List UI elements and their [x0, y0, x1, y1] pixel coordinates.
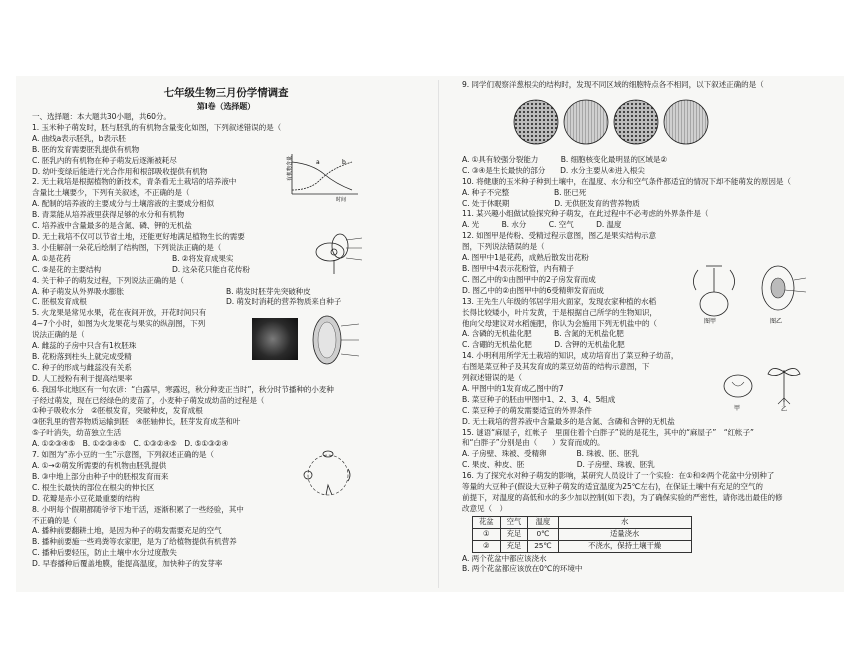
question-line: 9. 同学们观察洋葱根尖的结构时，发现不同区域的细胞特点各不相同，以下叙述正确的是（	[462, 80, 764, 89]
q1-label-b: b	[342, 159, 346, 166]
bean-lifecycle-figure	[296, 447, 360, 503]
question-line: 16. 为了探究水对种子萌发的影响，某研究人员设计了一个实验：在①和②两个花盆中分别种了	[462, 471, 775, 481]
q1-y-label: 有机物含量	[287, 155, 293, 181]
fruit-structure-figure	[752, 260, 808, 324]
question-line: C. ③④是生长最快的部分 D. 水分主要从④进入根尖	[462, 165, 645, 175]
question-line: C. 菜豆种子的萌发需要适宜的外界条件	[462, 405, 592, 415]
pollination-figure	[686, 260, 748, 324]
question-line: A. 子房壁、珠被、受精卵 B. 珠被、胚、胚乳	[462, 449, 639, 459]
question-line: A. ①具有较强分裂能力 B. 细胞核变化最明显的区域是②	[462, 154, 668, 164]
question-line: B. 图甲中4表示花粉管，内有精子	[462, 263, 574, 273]
question-line: 15. 谜语“麻屋子，红帐子 里面住着个白胖子”说的是花生，其中的“麻屋子” “红帐子”	[462, 427, 754, 437]
option-d: D. 这朵花只能自花传粉	[172, 264, 250, 274]
question-line: 右图是菜豆种子及其发育成的菜豆幼苗的结构示意图，下	[462, 362, 650, 372]
question-line: A. 含磷的无机盐化肥 B. 含氮的无机盐化肥	[462, 329, 624, 339]
option-b: B. 萌发时胚芽先突破种皮	[226, 286, 311, 296]
q16-header: 花盆	[473, 516, 501, 528]
q16-cell: ②	[473, 540, 501, 552]
q16-cell: 25℃	[528, 540, 558, 552]
question-line: A. 图甲中1是花药，成熟后散发出花粉	[462, 253, 589, 263]
question-line: 等量的大豆种子(假设大豆种子萌发的适宜温度为25℃左右)，在保证土壤中有充足的空气的	[462, 482, 763, 492]
question-line: 12. 如图甲是传粉、受精过程示意图，图乙是果实结构示意	[462, 231, 656, 241]
question-line: C. 种子的形成与雌蕊没有关系	[32, 362, 132, 372]
question-line: A. 播种前要翻耕土地，是因为种子的萌发需要充足的空气	[32, 526, 222, 536]
bean-seed-figure	[718, 368, 758, 412]
question-line: C. 果皮、种皮、胚 D. 子房壁、珠被、胚乳	[462, 460, 655, 470]
flower-figure	[310, 232, 366, 276]
question-line: 图，下列说法错误的是（	[462, 242, 545, 252]
question-line: D. 无土栽培的营养液中含量最多的是含氮、含磷和含钾的无机盐	[462, 416, 675, 426]
question-line: D. 图乙中的②由图甲中的6受精卵发育而成	[462, 285, 604, 295]
q16-cell: 充足	[500, 540, 528, 552]
option-row	[32, 287, 420, 298]
question-line: 7. 如图为“赤小豆的一生”示意图，下列叙述正确的是（	[32, 450, 214, 460]
question-line: B. 花粉落到柱头上就完成受精	[32, 351, 132, 361]
question-line: C. 处于休眠期 D. 无供胚发育的营养物质	[462, 198, 640, 208]
q16-cell: 充足	[500, 528, 528, 540]
exam-title: 七年级生物三月份学情调查	[163, 87, 289, 99]
question-line: ③胚乳里的营养物质运输到胚 ④胚轴伸长，胚芽发育成茎和叶	[32, 417, 241, 427]
option-a: A. ①是花药	[32, 253, 71, 263]
fig-label-jia-seed: 甲	[734, 405, 741, 412]
q16-cell: 不浇水，保持土壤干燥	[558, 540, 691, 552]
question-line: 子经过萌发，现在已经绿色的麦苗了，小麦种子萌发成幼苗的过程是（	[32, 395, 265, 405]
question-line: A. 种子不完整 B. 胚已死	[462, 187, 587, 197]
question-line: 说法正确的是（	[32, 330, 85, 340]
question-line: B. 菜豆种子的胚由甲图中1、2、3、4、5组成	[462, 394, 616, 404]
question-line: 1. 玉米种子萌发时，胚与胚乳的有机物含量变化如图，下列叙述错误的是（	[32, 122, 282, 132]
question-line: B. 胚的发育需要胚乳提供有机物	[32, 144, 140, 154]
root-tip-micrographs	[510, 94, 710, 152]
question-line: 13. 王先生八年级的邻居学用火面家，发现农家种植的水稻	[462, 296, 656, 306]
q16-cell: 适量浇水	[558, 528, 691, 540]
question-line: 10. 将健康的玉米种子种到土壤中，在温度、水分和空气条件都适宜的情况下却不能萌发的原因是（	[462, 176, 791, 186]
question-line: ①种子吸收水分 ②胚根发育，突破种皮，发育成根	[32, 406, 203, 416]
question-line: 含量比土壤要少，下列有关叙述，不正确的是（	[32, 188, 190, 198]
question-line: A. 甲图中的1发育成乙图中的7	[462, 383, 564, 393]
question-line: 6. 我国华北地区有一句农谚：“白露早，寒露迟，秋分种麦正当时”，秋分时节播种的小麦种	[32, 384, 334, 394]
fig-label-yi: 图乙	[770, 318, 783, 324]
q16-header: 水	[558, 516, 691, 528]
question-line: A. 光 B. 水分 C. 空气 D. 温度	[462, 220, 622, 230]
question-line: A. 雌蕊的子房中只含有1枚胚珠	[32, 341, 137, 351]
question-line: A. ①②③④⑤ B. ①②③④⑤ C. ①③②④⑤ D. ⑤①③②④	[32, 439, 229, 449]
question-line: C. 根生长最快的部位在根尖的伸长区	[32, 482, 155, 492]
question-line: 4. 关于种子的萌发过程，下列说法正确的是（	[32, 275, 184, 285]
question-line: A. ①→②萌发所需要的有机物由胚乳提供	[32, 461, 167, 470]
question-line: C. 胚乳内的有机物在种子萌发后逐渐被耗尽	[32, 155, 177, 165]
bean-seedling-figure	[762, 362, 808, 412]
question-line: 前提下，对温度的高低和水的多少加以控制(如下表)，为了确保实验的严密性，请你选出最佳的修	[462, 493, 783, 502]
exam-part: 第Ⅰ卷（选择题）	[196, 102, 256, 111]
question-line: B. 播种前要施一些鸡粪等农家肥，是为了给植物提供有机营养	[32, 537, 237, 547]
q16-cell: ①	[473, 528, 501, 540]
option-row	[32, 265, 312, 276]
question-line: C. 含硼的无机盐化肥 D. 含钾的无机盐化肥	[462, 340, 625, 350]
question-line: D. 人工授粉有利于提高结果率	[32, 373, 133, 383]
dragon-fruit-section	[305, 312, 365, 368]
question-line: 14. 小明利用所学无土栽培的知识，成功培育出了菜豆种子幼苗，	[462, 351, 679, 361]
question-line: A. 两个花盆中都应该浇水	[462, 553, 547, 563]
question-line: 3. 小佳解剖一朵花后绘制了结构图，下列说法正确的是（	[32, 242, 222, 252]
question-line: B. ③中地上部分由种子中的胚根发育而来	[32, 471, 169, 481]
question-line: 5. 火龙果是常见水果，花在夜间开放，开花时间只有	[32, 308, 207, 318]
question-line: D. 花瓣是赤小豆花最重要的结构	[32, 493, 140, 503]
section-heading: 一、选择题：本大题共30小题，共60分。	[32, 112, 171, 121]
option-a: A. 种子萌发从外界吸水膨胀	[32, 286, 125, 296]
question-line: 4~7个小时，如图为火龙果花与果实的纵剖图，下列	[32, 319, 206, 329]
q16-header: 空气	[500, 516, 528, 528]
right-column	[462, 80, 820, 575]
option-row	[32, 254, 312, 265]
question-line: B. 两个花盆都应该放在0℃的环境中	[462, 564, 583, 574]
q16-header: 温度	[528, 516, 558, 528]
question-line: D. 无土栽培不仅可以节省土地，还能更好地满足植物生长的需要	[32, 231, 245, 241]
page-fold	[438, 80, 439, 588]
q1-figure	[282, 150, 362, 202]
question-line: 11. 某兴趣小组做试验探究种子萌发，在此过程中不必考虑的外界条件是（	[462, 209, 709, 219]
question-line: 改意见（ ）	[462, 503, 507, 513]
dragon-fruit-photo	[252, 318, 298, 360]
question-line: A. 曲线a表示胚乳，b表示胚	[32, 133, 126, 143]
option-c: C. 胚根发育成根	[32, 297, 87, 307]
question-line: A. 配制的培养液的主要成分与土壤溶液的主要成分相似	[32, 199, 214, 209]
question-line: B. 青菜能从培养液里获得足够的水分和有机物	[32, 210, 185, 220]
question-line: ⑤子叶消失，幼苗独立生活	[32, 428, 122, 438]
option-row	[32, 297, 420, 308]
question-line: D. 幼叶变绿后能进行光合作用和根部吸收提供有机物	[32, 166, 208, 176]
question-line: C. 图乙中的①由图甲中的2子房发育而成	[462, 274, 596, 284]
question-line: 长得比较矮小，叶片发黄，于是根据自己所学的生物知识，	[462, 307, 657, 317]
question-line: 他向父母建议对水稻施肥，你认为会施用下列无机盐中的（	[462, 318, 657, 328]
question-line: D. 早春播种后覆盖地膜，能提高温度，加快种子的发芽率	[32, 559, 223, 569]
option-d: D. 萌发时消耗的营养物质来自种子	[226, 297, 342, 307]
q1-x-label: 时间	[336, 197, 347, 202]
fig-label-yi-seedling: 乙	[781, 406, 788, 412]
q16-cell: 0℃	[528, 528, 558, 540]
question-line: 8. 小明每个假期都随爷爷下地干活，逐渐积累了一些经验，其中	[32, 504, 244, 514]
option-b: B. ②将发育成果实	[172, 253, 234, 263]
question-line: 列叙述错误的是（	[462, 373, 522, 383]
question-line: 和“白胖子”分别是由（ ）发育而成的。	[462, 438, 605, 448]
q16-table	[472, 516, 692, 553]
question-line: 2. 无土栽培是根据植物的新技术，青条看无土栽培的培养液中	[32, 177, 237, 187]
question-line: C. 播种后要轻压，防止土壤中水分过度散失	[32, 548, 177, 558]
question-line: 不正确的是（	[32, 515, 77, 525]
question-line: C. 培养液中含量最多的是含氮、磷、钾的无机盐	[32, 221, 192, 231]
option-c: C. ⑤是花的主要结构	[32, 264, 101, 274]
q1-label-a: a	[316, 159, 320, 166]
fig-label-jia: 图甲	[704, 318, 717, 324]
